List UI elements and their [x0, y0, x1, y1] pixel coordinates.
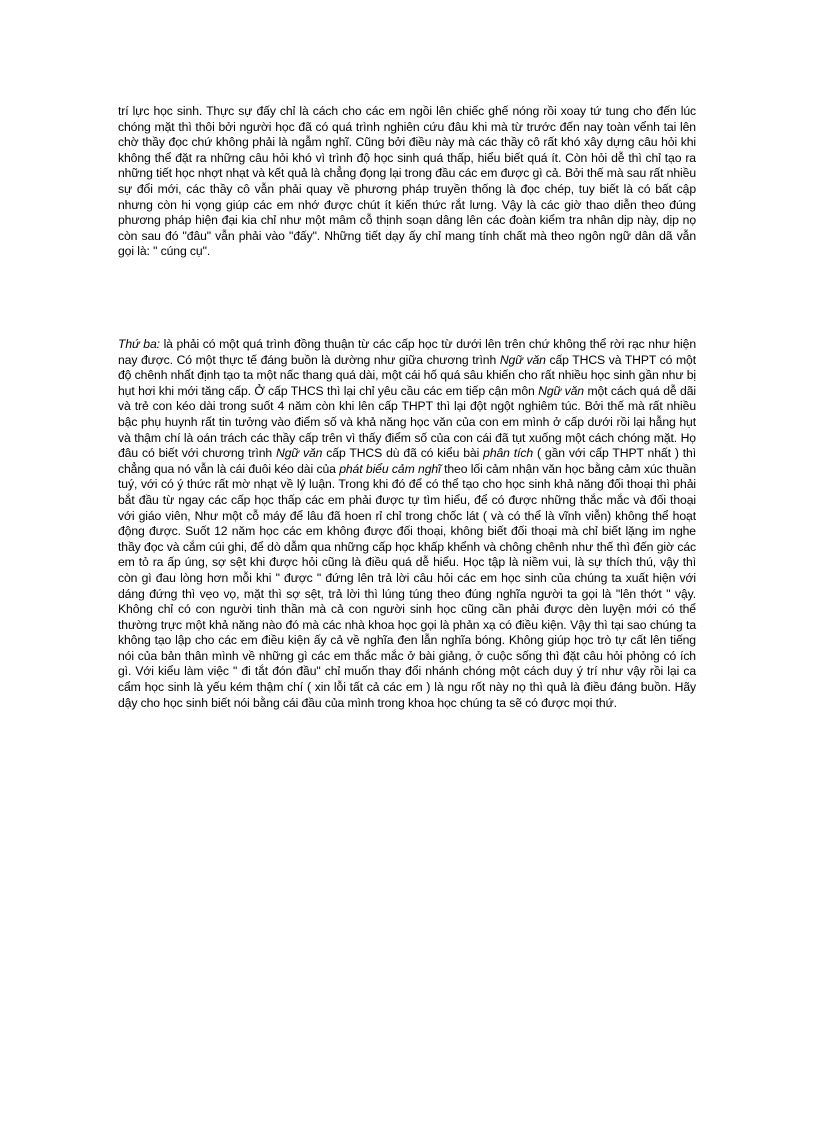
paragraph-2-text: theo lối cảm nhận văn học bằng cảm xúc thuần tuý, với có ý thức rất mờ nhạt về lý luận. Trong khi đó để có thể tạo cho học sinh khả năng đối thoại thì phải bắt đầu từ ngay các cấp học thấp các em phải được tự tìm hiểu, để có được những thắc mắc và đối thoại với giáo viên, Như một cỗ máy để lâu đã hoen rỉ chỉ trong chốc lát ( và có thể là vĩnh viễn) không thể hoạt động được. Suốt 12 năm học các em không được đối thoại, không biết đối thoại mà chỉ biết lặng im nghe thầy đọc và cắm cúi ghi, để dò dẫm qua những cấp học khấp khểnh và chông chênh như thế thì đến giờ các em tỏ ra ấp úng, sợ sệt khi được hỏi cũng là điều quá dễ hiểu. Học tập là niềm vui, là sự thích thú, vậy thì còn gì đau lòng hơn mỗi khi " được " đứng lên trả lời câu hỏi các em học sinh của chúng ta xuất hiện với dáng đứng thì vẹo vọ, mặt thì sợ sệt, trả lời thì lúng túng theo đúng nghĩa người ta gọi là "lên thớt " vậy. Không chỉ có con người tinh thần mà cả con người sinh học cũng cần phải được dèn luyện mới có thể thường trực một khả năng nào đó mà các nhà khoa học gọi là phản xạ có điều kiện. Vậy thì tại sao chúng ta không tạo lập cho các em điều kiện ấy cả về nghĩa đen lẫn nghĩa bóng. Không giúp học trò tự cất lên tiếng nói của bản thân mình về những gì các em thắc mắc ở bài giảng, ở cuộc sống thì đặt câu hỏi phỏng có ích gì. Với kiểu làm việc " đi tắt đón đầu" chỉ muốn thay đổi nhánh chóng một cách duy ý trí như vậy rồi lại ca cẩm học sinh là yếu kém thậm chí ( xin lỗi tất cả các em ) là ngu rốt này nọ thì quả là điều đáng buồn. Hãy dậy cho học sinh biết nói bằng cái đầu của mình trong khoa học chúng ta sẽ có được mọi thứ. — [118, 461, 697, 710]
essay-type: phân tích — [483, 446, 534, 461]
paragraph-2-text: ( gần với cấp THPT nhất ) thì chẳng qua nó vẫn là cái đuôi kéo dài của — [118, 446, 696, 476]
paragraph-2 — [118, 337, 696, 711]
subject-name: Ngữ văn — [499, 352, 546, 367]
paragraph-2-text: một cách quá dễ dãi và trẻ con kéo dài trong suốt 4 năm còn khi lên cấp THPT thì lại đột ngột nghiêm túc. Bởi thế mà rất nhiều bậc phụ huynh rất tin tưởng vào điểm số và khả năng học văn của con em mình ở cấp dưới rồi lại hẫng hụt và thậm chí là oán trách các thầy cấp trên vì thấy điểm số của con cái đã tụt xuống một cách chóng mặt. Họ đâu có biết với chương trình — [118, 383, 697, 461]
essay-type: phát biểu cảm nghĩ — [339, 461, 441, 476]
paragraph-2-text: cấp THCS dù đã có kiểu bài — [322, 446, 484, 461]
subject-name: Ngữ văn — [276, 446, 323, 461]
paragraph-2-text: là phải có một quá trình đồng thuận từ các cấp học từ dưới lên trên chứ không thể rời rạc như hiện nay được. Có một thực tế đáng buồn là dường như giữa chương trình — [118, 337, 696, 367]
subject-name: Ngữ văn — [538, 383, 584, 398]
paragraph-2-text: cấp THCS và THPT có một độ chênh nhất định tạo ta một nấc thang quá dài, một cái hố quá sâu khiến cho rất nhiều học sinh gần như bị hụt hơi khi mới tăng cấp. Ở cấp THCS thì lại chỉ yêu cầu các em tiếp cận môn — [118, 352, 697, 398]
paragraph-1: trí lực học sinh. Thực sự đấy chỉ là cách cho các em ngồi lên chiếc ghế nóng rồi xoay tứ tung cho đến lúc chóng mặt thì thôi bởi người học đã có quá trình nghiên cứu đâu khi mà từ trước đến nay toàn vểnh tai lên chờ thầy đọc chứ không phải là ngẫm nghĩ. Cũng bởi điều này mà các thầy cô rất khó xây dựng câu hỏi khi không thể đặt ra những câu hỏi khó vì trình độ học sinh quá thấp, hiểu biết quá ít. Còn hỏi dễ thì chỉ tạo ra những tiết học nhợt nhạt và kết quả là chẳng đọng lại trong đầu các em được gì cả. Bởi thế mà sau rất nhiều sự đổi mới, các thầy cô vẫn phải quay về phương pháp truyền thống là đọc chép, tuy biết là có bất cập nhưng còn hi vọng giúp các em nhớ được chút ít kiến thức rắt lưng. Vậy là các giờ thao diễn theo đúng phương pháp hiện đại kia chỉ như một mâm cỗ thịnh soạn dâng lên các đoàn kiểm tra nhân dịp này, dịp nọ còn sau đó "đâu" vẫn phải vào "đấy". Những tiết dạy ấy chỉ mang tính chất mà theo ngôn ngữ dân dã vẫn gọi là: " cúng cụ". — [118, 104, 696, 259]
section-label: Thứ ba: — [118, 337, 160, 351]
